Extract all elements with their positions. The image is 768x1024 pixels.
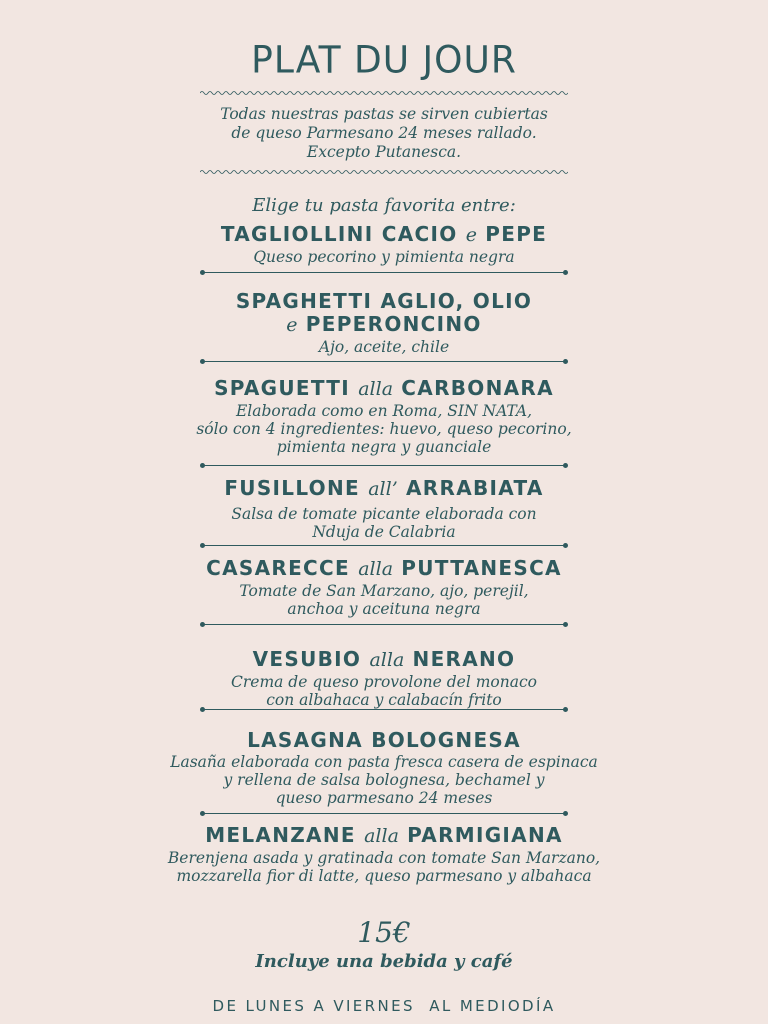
dish-description-line: con albahaca y calabacín frito <box>266 691 502 709</box>
dish-item <box>0 648 768 709</box>
dot-line-separator <box>200 462 568 470</box>
dish-description-line: y rellena de salsa bolognesa, bechamel y <box>223 771 545 789</box>
dish-name <box>0 313 768 337</box>
dish-description <box>0 402 768 456</box>
dish-name <box>0 729 768 752</box>
dish-name-part: CASARECCE <box>206 556 359 580</box>
dish-name-part: FUSILLONE <box>224 476 369 500</box>
dish-description <box>0 849 768 885</box>
dish-item <box>0 377 768 456</box>
dish-name-part: ARRABIATA <box>397 476 544 500</box>
dish-description-line: Salsa de tomate picante elaborada con <box>231 505 537 523</box>
dish-item <box>0 223 768 266</box>
dish-name-part: PEPERONCINO <box>297 312 482 336</box>
dish-name-part: MELANZANE <box>205 823 365 847</box>
choose-heading: Elige tu pasta favorita entre: <box>252 195 516 216</box>
intro-line: Excepto Putanesca. <box>306 143 462 161</box>
dish-description-line: pimienta negra y guanciale <box>276 438 492 456</box>
dish-description-line: anchoa y aceituna negra <box>287 600 481 618</box>
dish-name-part: TAGLIOLLINI CACIO <box>220 222 466 246</box>
dish-name-part: LASAGNA BOLOGNESA <box>247 728 521 752</box>
dish-name-part: VESUBIO <box>252 647 370 671</box>
dot-line-separator <box>200 810 568 818</box>
dish-description <box>0 505 768 541</box>
dish-description-line: Ajo, aceite, chile <box>318 338 450 356</box>
dish-name-part: NERANO <box>404 647 516 671</box>
dish-description-line: Nduja de Calabria <box>312 523 456 541</box>
dish-description-line: Berenjena asada y gratinada con tomate San Marzano, <box>167 849 601 867</box>
dish-name-connector: alla <box>369 649 405 671</box>
dish-description <box>0 338 768 356</box>
dish-description-line: sólo con 4 ingredientes: huevo, queso pecorino, <box>196 420 572 438</box>
dish-name-part: CARBONARA <box>393 376 554 400</box>
dish-name <box>0 557 768 581</box>
dish-name-connector: e <box>465 224 478 246</box>
dish-description-line: Lasaña elaborada con pasta fresca casera de espinaca <box>170 753 598 771</box>
availability-footer <box>0 997 768 1015</box>
dish-name-part: PEPE <box>477 222 548 246</box>
intro-text <box>0 105 768 162</box>
dish-description-line: Queso pecorino y pimienta negra <box>253 248 515 266</box>
wavy-divider-bottom <box>200 169 568 175</box>
wavy-divider-top <box>200 90 568 96</box>
dish-name-part: SPAGUETTI <box>214 376 359 400</box>
dish-description-line: Crema de queso provolone del monaco <box>231 673 537 691</box>
dish-name-connector: all’ <box>368 478 398 500</box>
dish-name-part: PUTTANESCA <box>393 556 562 580</box>
availability-text: DE LUNES A VIERNES AL MEDIODÍA <box>212 997 556 1015</box>
dish-name-connector: alla <box>358 378 394 400</box>
dish-description <box>0 248 768 266</box>
dish-name <box>0 648 768 672</box>
dish-name <box>0 824 768 848</box>
dish-name <box>0 377 768 401</box>
dish-item <box>0 290 768 356</box>
dish-description-line: Tomate de San Marzano, ajo, perejil, <box>239 582 529 600</box>
dish-name-part: PARMIGIANA <box>398 823 563 847</box>
price-includes: Incluye una bebida y café <box>255 951 513 972</box>
dot-line-separator <box>200 358 568 366</box>
dot-line-separator <box>200 706 568 714</box>
dish-description <box>0 673 768 709</box>
intro-line: Todas nuestras pastas se sirven cubiertas <box>220 105 548 123</box>
dish-name <box>0 477 768 501</box>
dish-name-part: SPAGHETTI AGLIO, OLIO <box>235 289 533 313</box>
dot-line-separator <box>200 542 568 550</box>
price: 15€ <box>357 916 411 949</box>
dish-item <box>0 824 768 885</box>
intro-line: de queso Parmesano 24 meses rallado. <box>231 124 537 142</box>
dish-description-line: queso parmesano 24 meses <box>275 789 493 807</box>
dish-name <box>0 290 768 313</box>
dish-description-line: mozzarella fior di latte, queso parmesano y albahaca <box>176 867 592 885</box>
dot-line-separator <box>200 269 568 277</box>
dish-name-connector: e <box>286 314 298 336</box>
dish-name <box>0 223 768 247</box>
dish-name-connector: alla <box>364 825 399 847</box>
dish-item <box>0 729 768 807</box>
dish-description <box>0 582 768 618</box>
dish-name-connector: alla <box>358 558 394 580</box>
dish-description-line: Elaborada como en Roma, SIN NATA, <box>235 402 533 420</box>
dish-item <box>0 557 768 618</box>
dish-description <box>0 753 768 807</box>
page-title: PLAT DU JOUR <box>251 38 517 83</box>
dot-line-separator <box>200 621 568 629</box>
dish-item <box>0 477 768 541</box>
